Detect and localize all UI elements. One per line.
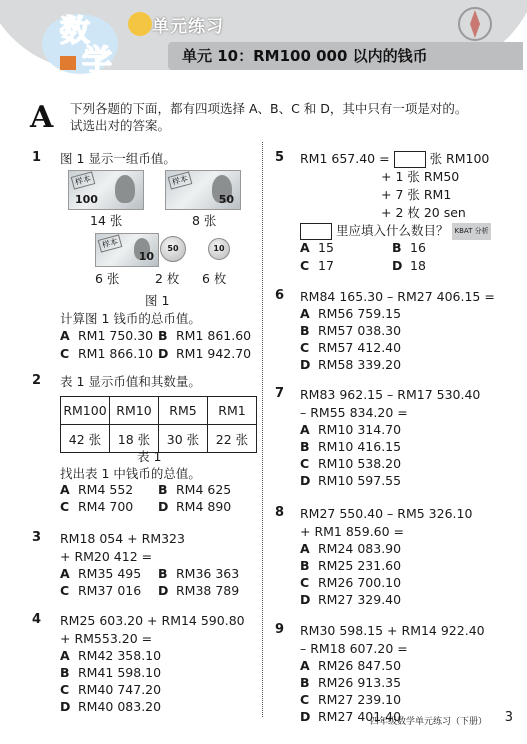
- option-b[interactable]: [300, 323, 401, 338]
- option-letter: A: [300, 306, 310, 321]
- option-value: RM56 759.15: [318, 306, 402, 321]
- question-number: 6: [275, 288, 285, 303]
- question-5-line-2: + 1 张 RM50: [381, 169, 460, 184]
- banknote-rm50: [165, 170, 241, 210]
- banknote-rm100: [68, 170, 144, 210]
- table-header: RM5: [159, 397, 208, 425]
- option-letter: C: [300, 340, 310, 355]
- option-b[interactable]: [158, 566, 239, 581]
- option-value: RM57 038.30: [318, 323, 402, 338]
- option-letter: D: [300, 709, 311, 724]
- question-7-line-2: – RM55 834.20 =: [300, 405, 408, 420]
- question-number: 8: [275, 505, 285, 520]
- option-b[interactable]: [158, 328, 251, 343]
- instruction-line-1: 下列各题的下面，都有四项选择 A、B、C 和 D，其中只有一项是对的。: [70, 101, 468, 116]
- question-number: 4: [32, 612, 42, 627]
- option-value: RM35 495: [78, 566, 142, 581]
- unit-title: 单元 10：RM100 000 以内的钱币: [182, 47, 428, 65]
- option-b[interactable]: [300, 675, 401, 690]
- question-number: 9: [275, 622, 285, 637]
- option-value: RM24 083.90: [318, 541, 402, 556]
- option-b[interactable]: [300, 439, 401, 454]
- option-d[interactable]: [60, 699, 161, 714]
- option-letter: C: [300, 692, 310, 707]
- option-letter: D: [60, 699, 71, 714]
- option-d[interactable]: [300, 473, 401, 488]
- option-c[interactable]: [300, 456, 401, 471]
- option-value: RM37 016: [78, 583, 142, 598]
- option-c[interactable]: [60, 499, 133, 514]
- option-b[interactable]: [300, 558, 401, 573]
- option-letter: A: [300, 658, 310, 673]
- option-letter: D: [158, 346, 169, 361]
- option-letter: B: [300, 558, 310, 573]
- option-value: RM27 401.40: [318, 709, 402, 724]
- page-header: [0, 0, 527, 78]
- option-value: RM27 239.10: [318, 692, 402, 707]
- option-value: RM1 942.70: [176, 346, 252, 361]
- option-value: RM58 339.20: [318, 357, 402, 372]
- option-value: RM1 861.60: [176, 328, 252, 343]
- option-c[interactable]: [300, 692, 401, 707]
- option-value: RM26 913.35: [318, 675, 402, 690]
- question-9-line-2: – RM18 607.20 =: [300, 641, 408, 656]
- option-b[interactable]: [158, 482, 231, 497]
- option-value: RM4 625: [176, 482, 232, 497]
- option-letter: B: [300, 439, 310, 454]
- question-5-line-1: [300, 150, 489, 168]
- option-value: RM38 789: [176, 583, 240, 598]
- question-5-line-3: + 7 张 RM1: [381, 187, 452, 202]
- option-value: 16: [410, 240, 426, 255]
- question-number: 3: [32, 530, 42, 545]
- option-letter: D: [158, 499, 169, 514]
- option-letter: C: [60, 583, 70, 598]
- option-letter: A: [300, 422, 310, 437]
- option-a[interactable]: [300, 541, 401, 556]
- option-d[interactable]: [158, 499, 231, 514]
- portrait-icon: [115, 175, 135, 203]
- option-value: RM26 847.50: [318, 658, 402, 673]
- option-d[interactable]: [300, 592, 401, 607]
- option-a[interactable]: [300, 658, 401, 673]
- option-letter: D: [300, 473, 311, 488]
- option-d[interactable]: [158, 346, 251, 361]
- option-value: RM10 416.15: [318, 439, 402, 454]
- option-letter: A: [300, 240, 310, 255]
- table-header: RM100: [61, 397, 110, 425]
- option-value: RM10 538.20: [318, 456, 402, 471]
- option-letter: B: [60, 665, 70, 680]
- option-value: RM40 083.20: [78, 699, 162, 714]
- money-table: [60, 396, 257, 453]
- series-title: 单元练习: [152, 17, 224, 37]
- option-a[interactable]: [60, 648, 161, 663]
- option-letter: C: [60, 499, 70, 514]
- banknote-value: 10: [138, 250, 154, 263]
- option-letter: C: [60, 682, 70, 697]
- table-label: 表 1: [137, 449, 162, 464]
- option-letter: A: [60, 482, 70, 497]
- figure-label: 图 1: [145, 293, 170, 308]
- option-value: 15: [318, 240, 334, 255]
- question-number: 1: [32, 150, 42, 165]
- option-letter: C: [60, 346, 70, 361]
- option-value: RM36 363: [176, 566, 240, 581]
- question-1-text: 计算图 1 钱币的总币值。: [60, 311, 201, 326]
- option-value: RM4 552: [78, 482, 134, 497]
- option-d[interactable]: [392, 258, 426, 273]
- option-letter: A: [300, 541, 310, 556]
- option-letter: D: [300, 592, 311, 607]
- table-header: RM1: [208, 397, 257, 425]
- option-a[interactable]: [300, 422, 401, 437]
- answer-box[interactable]: [394, 151, 426, 168]
- option-a[interactable]: [300, 306, 401, 321]
- question-6-line-1: RM84 165.30 – RM27 406.15 =: [300, 289, 495, 304]
- coin-count: 2 枚: [155, 271, 180, 286]
- option-b[interactable]: [392, 240, 426, 255]
- coin-count: 6 枚: [202, 271, 227, 286]
- banknote-count: 8 张: [192, 213, 217, 228]
- option-value: RM57 412.40: [318, 340, 402, 355]
- question-4-line-1: RM25 603.20 + RM14 590.80: [60, 613, 245, 628]
- coin-50sen: 50: [160, 236, 186, 262]
- option-value: RM1 866.10: [78, 346, 154, 361]
- option-value: RM1 750.30: [78, 328, 154, 343]
- banknote-rm10: [95, 233, 159, 267]
- option-letter: C: [300, 575, 310, 590]
- question-3-line-1: RM18 054 + RM323: [60, 531, 185, 546]
- banknote-value: 50: [218, 193, 234, 206]
- option-c[interactable]: [300, 258, 334, 273]
- option-letter: B: [158, 566, 168, 581]
- option-letter: A: [60, 648, 70, 663]
- question-2-prompt: 表 1 显示币值和其数量。: [60, 374, 201, 389]
- option-value: RM40 747.20: [78, 682, 162, 697]
- banknote-count: 14 张: [90, 213, 123, 228]
- question-3-line-2: + RM20 412 =: [60, 549, 153, 564]
- question-7-line-1: RM83 962.15 – RM17 530.40: [300, 387, 481, 402]
- option-d[interactable]: [158, 583, 239, 598]
- option-a[interactable]: [60, 482, 133, 497]
- question-5-text: [300, 222, 491, 240]
- option-letter: A: [60, 566, 70, 581]
- option-value: RM25 231.60: [318, 558, 402, 573]
- question-number: 7: [275, 386, 285, 401]
- question-number: 2: [32, 373, 42, 388]
- option-value: 17: [318, 258, 334, 273]
- specimen-stamp: 样本: [168, 171, 193, 189]
- question-text: 里应填入什么数目？: [335, 223, 449, 238]
- logo-text-xue: 学: [82, 44, 112, 79]
- option-d[interactable]: [300, 357, 401, 372]
- option-b[interactable]: [60, 665, 161, 680]
- option-letter: B: [300, 675, 310, 690]
- option-letter: D: [158, 583, 169, 598]
- option-letter: D: [300, 357, 311, 372]
- option-value: RM26 700.10: [318, 575, 402, 590]
- option-c[interactable]: [300, 340, 401, 355]
- banknote-value: 100: [75, 193, 98, 206]
- table-cell: 22 张: [208, 425, 257, 453]
- option-letter: D: [392, 258, 403, 273]
- option-value: RM10 314.70: [318, 422, 402, 437]
- question-2-text: 找出表 1 中钱币的总值。: [60, 466, 201, 481]
- question-4-line-2: + RM553.20 =: [60, 631, 153, 646]
- option-letter: B: [300, 323, 310, 338]
- option-value: RM10 597.55: [318, 473, 402, 488]
- question-1-prompt: 图 1 显示一组币值。: [60, 151, 176, 166]
- option-letter: B: [392, 240, 402, 255]
- question-number: 5: [275, 150, 285, 165]
- question-8-line-1: RM27 550.40 – RM5 326.10: [300, 506, 473, 521]
- option-c[interactable]: [60, 583, 141, 598]
- option-a[interactable]: [300, 240, 334, 255]
- section-icon: A: [30, 100, 54, 135]
- option-letter: A: [60, 328, 70, 343]
- table-cell: 30 张: [159, 425, 208, 453]
- table-header: RM10: [110, 397, 159, 425]
- option-value: RM4 700: [78, 499, 134, 514]
- coin-10sen: 10: [208, 238, 230, 260]
- option-a[interactable]: [60, 566, 141, 581]
- option-letter: B: [158, 328, 168, 343]
- compass-icon: [440, 4, 510, 44]
- instruction-line-2: 试选出对的答案。: [70, 118, 171, 133]
- table-cell: 42 张: [61, 425, 110, 453]
- question-9-line-1: RM30 598.15 + RM14 922.40: [300, 623, 485, 638]
- answer-box[interactable]: [300, 223, 332, 240]
- specimen-stamp: 样本: [98, 234, 123, 252]
- equation-text: 张 RM100: [429, 151, 490, 166]
- banknote-count: 6 张: [95, 271, 120, 286]
- option-letter: C: [300, 258, 310, 273]
- equation-text: RM1 657.40 =: [300, 151, 390, 166]
- option-value: 18: [410, 258, 426, 273]
- option-c[interactable]: [60, 346, 153, 361]
- option-letter: C: [300, 456, 310, 471]
- option-value: RM42 358.10: [78, 648, 162, 663]
- option-c[interactable]: [300, 575, 401, 590]
- option-letter: B: [158, 482, 168, 497]
- logo-text-shu: 数: [60, 14, 92, 49]
- specimen-stamp: 样本: [71, 171, 96, 189]
- option-c[interactable]: [60, 682, 161, 697]
- table-cell: 18 张: [110, 425, 159, 453]
- footer-book-title: 四年级数学单元练习（下册）: [369, 717, 487, 727]
- page-number: 3: [504, 710, 513, 725]
- option-value: RM27 329.40: [318, 592, 402, 607]
- section-instruction: [70, 100, 510, 134]
- option-value: RM41 598.10: [78, 665, 162, 680]
- column-divider: [262, 142, 263, 717]
- option-a[interactable]: [60, 328, 153, 343]
- option-value: RM4 890: [176, 499, 232, 514]
- question-8-line-2: + RM1 859.60 =: [300, 524, 405, 539]
- question-5-line-4: + 2 枚 20 sen: [381, 205, 466, 220]
- kbat-tag: KBAT 分析: [452, 223, 490, 241]
